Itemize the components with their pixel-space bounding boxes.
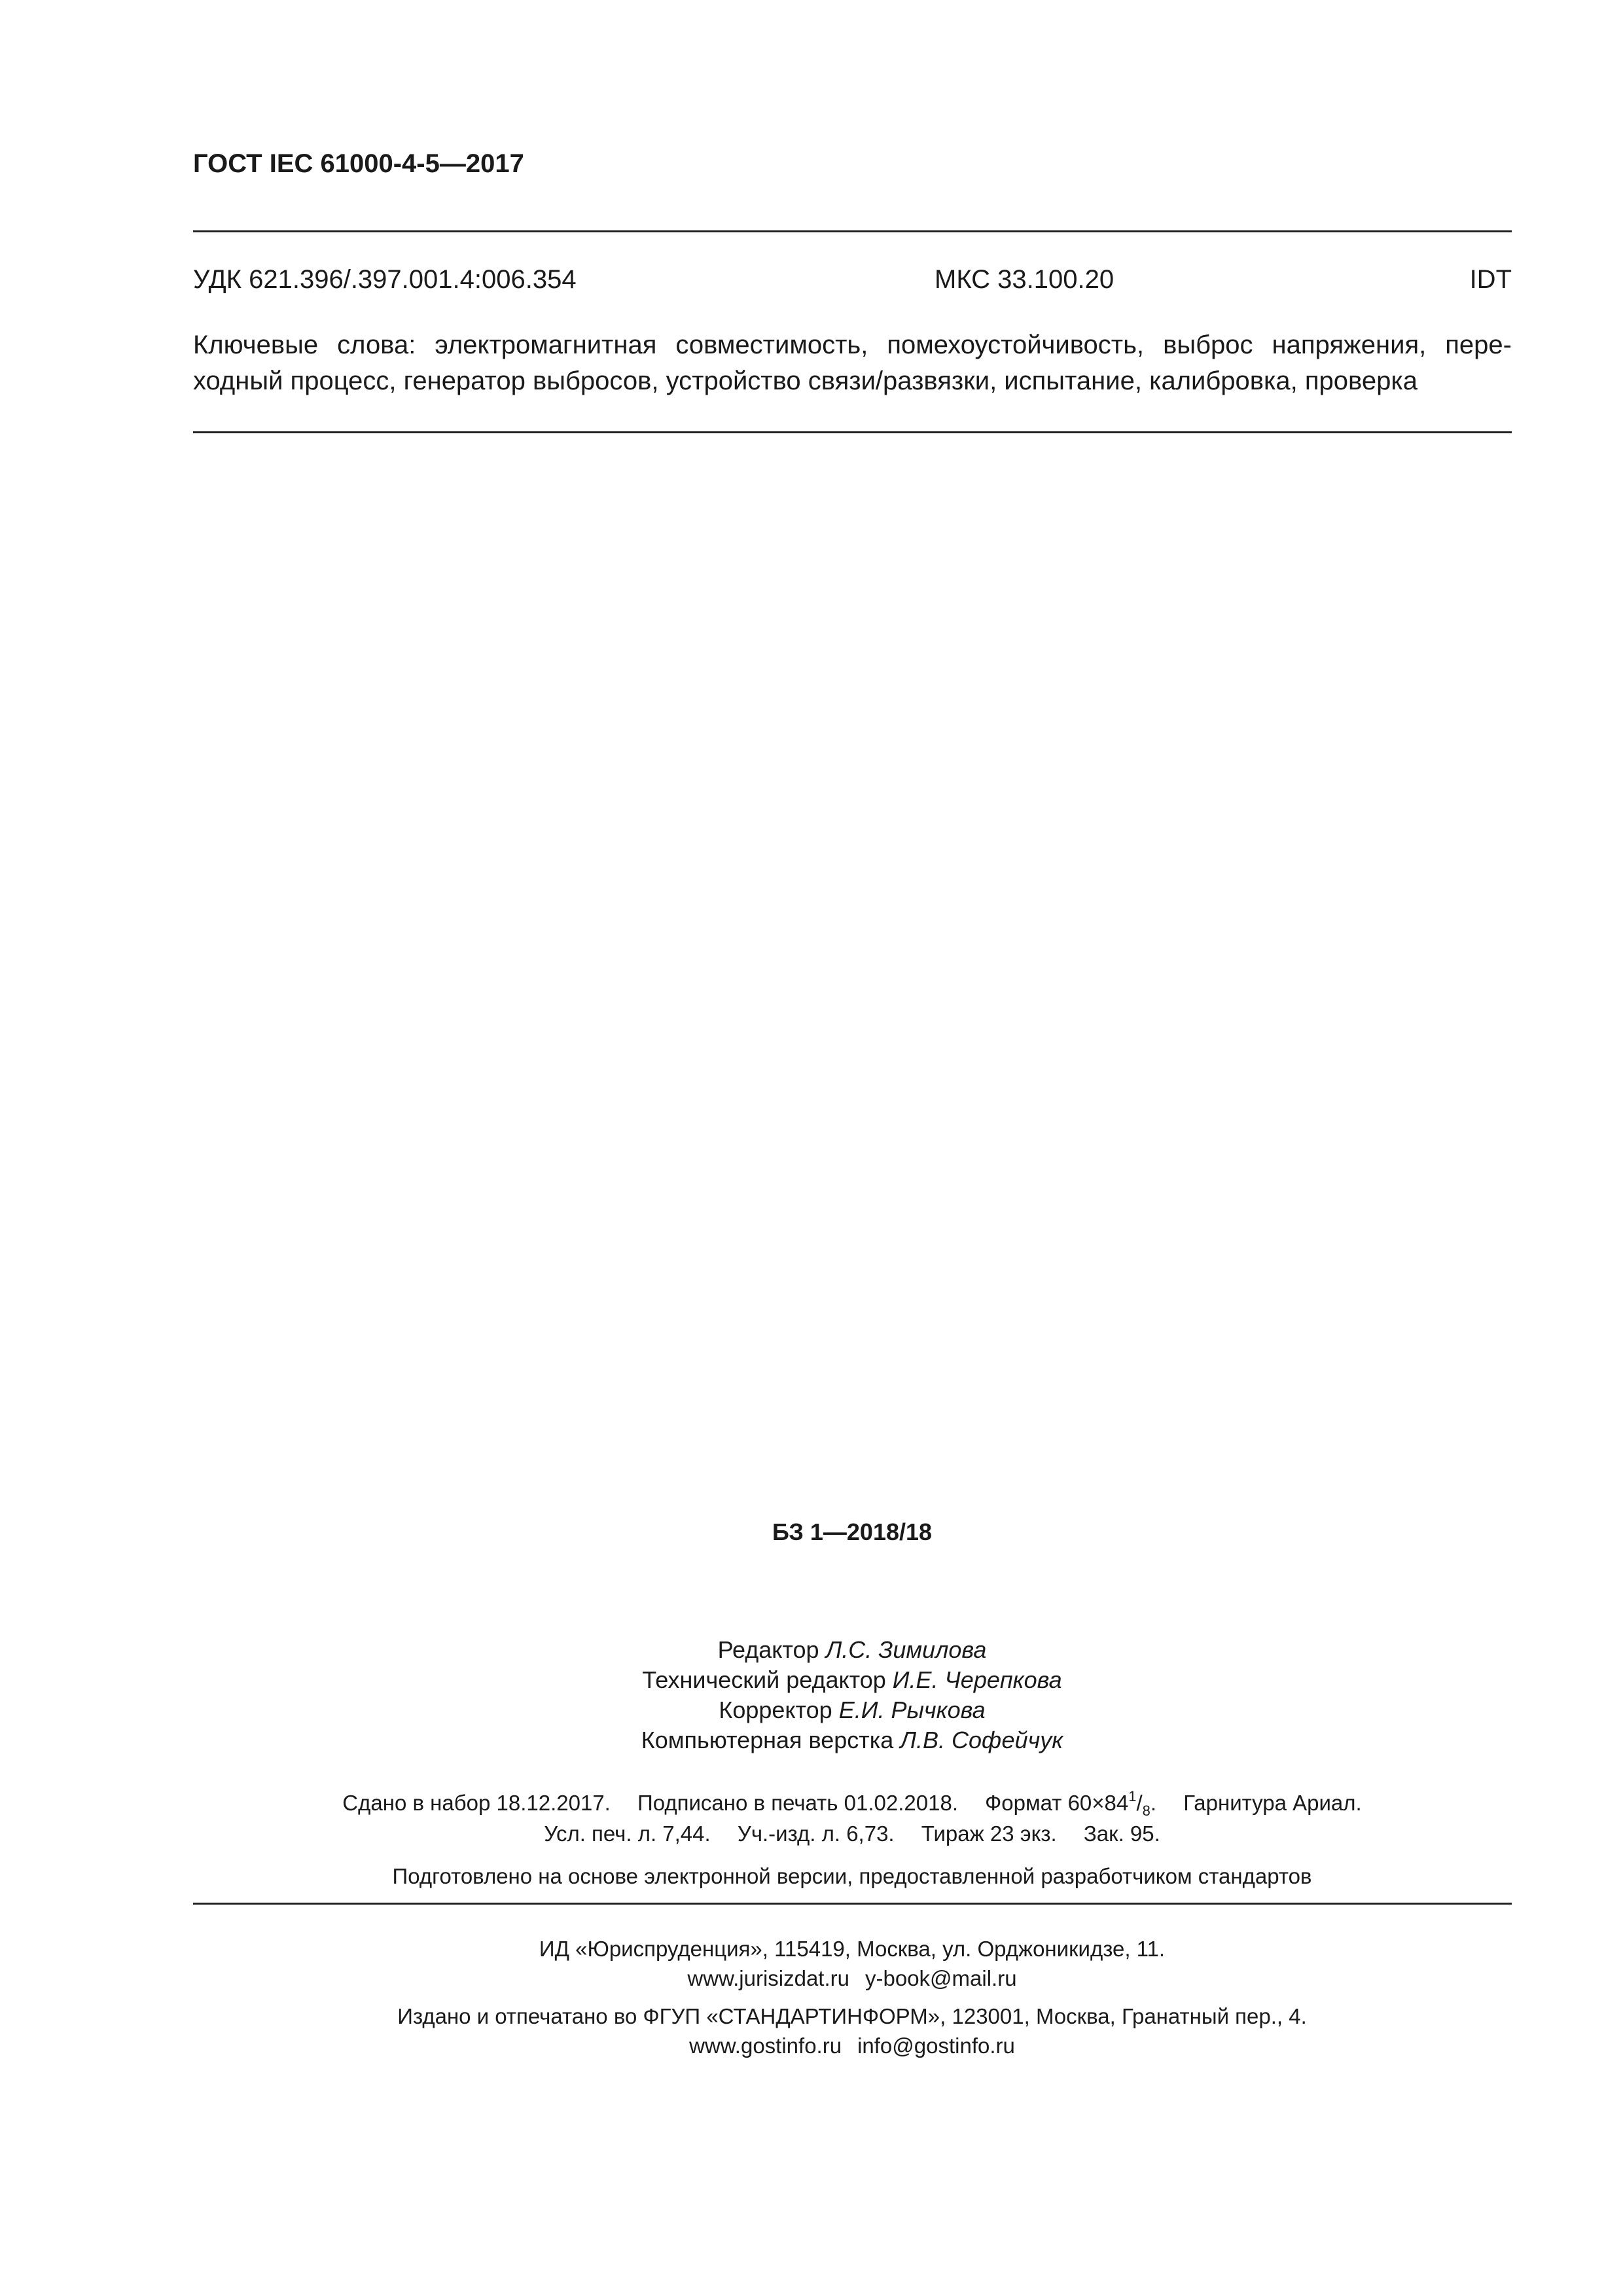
credits-block bbox=[0, 1635, 1623, 1755]
classification-row bbox=[193, 265, 1512, 298]
print-sheets: Усл. печ. л. 7,44. bbox=[544, 1821, 711, 1846]
print-info-line-1 bbox=[0, 1788, 1623, 1819]
credit-editor bbox=[0, 1635, 1623, 1665]
keywords-text: Ключевые слова: электромагнитная совместимость, помехоустойчивость, выброс напряжения, пере-ходный процесс, генератор выбросов, устройство связи/развязки, испытание, калибровка, проверка bbox=[193, 331, 1512, 395]
format-end: . bbox=[1150, 1791, 1157, 1815]
top-divider bbox=[193, 230, 1512, 232]
mks-code: МКС 33.100.20 bbox=[935, 265, 1115, 294]
credit-tech-editor bbox=[0, 1665, 1623, 1695]
credit-role: Корректор bbox=[719, 1696, 832, 1723]
format-numerator: 1 bbox=[1128, 1788, 1137, 1804]
format-slash: / bbox=[1136, 1791, 1143, 1815]
credit-proofreader bbox=[0, 1695, 1623, 1725]
credit-role: Редактор bbox=[717, 1636, 819, 1663]
credit-name: И.Е. Черепкова bbox=[892, 1666, 1062, 1693]
print-order: Зак. 95. bbox=[1083, 1821, 1160, 1846]
format-denominator: 8 bbox=[1142, 1803, 1150, 1819]
print-sent: Сдано в набор 18.12.2017. bbox=[342, 1791, 611, 1815]
printer-block bbox=[0, 2001, 1623, 2060]
keywords-divider bbox=[193, 431, 1512, 433]
publisher-site[interactable]: www.jurisizdat.ru bbox=[687, 1966, 849, 1990]
credit-name: Е.И. Рычкова bbox=[838, 1696, 986, 1723]
printer-email[interactable]: info@gostinfo.ru bbox=[857, 2034, 1015, 2058]
print-circulation: Тираж 23 экз. bbox=[921, 1821, 1057, 1846]
printer-contacts bbox=[0, 2031, 1623, 2060]
printer-site[interactable]: www.gostinfo.ru bbox=[689, 2034, 842, 2058]
credit-name: Л.С. Зимилова bbox=[825, 1636, 987, 1663]
publisher-contacts bbox=[0, 1964, 1623, 1993]
printer-address: Издано и отпечатано во ФГУП «СТАНДАРТИНФОРМ», 123001, Москва, Гранатный пер., 4. bbox=[397, 2004, 1307, 2028]
correspondence-degree: IDT bbox=[1469, 265, 1512, 294]
publisher-email[interactable]: y-book@mail.ru bbox=[865, 1966, 1017, 1990]
format-prefix: Формат 60×84 bbox=[985, 1791, 1129, 1815]
keywords-block bbox=[193, 327, 1512, 399]
print-font: Гарнитура Ариал. bbox=[1183, 1791, 1362, 1815]
credit-name: Л.В. Софейчук bbox=[900, 1727, 1063, 1753]
print-info-line-2 bbox=[0, 1821, 1623, 1846]
print-pub-sheets: Уч.-изд. л. 6,73. bbox=[737, 1821, 895, 1846]
publisher-block bbox=[0, 1934, 1623, 1993]
print-signed: Подписано в печать 01.02.2018. bbox=[637, 1791, 958, 1815]
bz-number: БЗ 1—2018/18 bbox=[772, 1518, 933, 1545]
publisher-address: ИД «Юриспруденция», 115419, Москва, ул. Орджоникидзе, 11. bbox=[539, 1937, 1166, 1961]
print-format bbox=[985, 1788, 1157, 1819]
bottom-divider bbox=[193, 1903, 1512, 1905]
udk-code: УДК 621.396/.397.001.4:006.354 bbox=[193, 265, 577, 294]
prepared-note: Подготовлено на основе электронной версии, предоставленной разработчиком стандартов bbox=[392, 1864, 1312, 1888]
document-code: ГОСТ IEC 61000-4-5—2017 bbox=[193, 149, 524, 178]
credit-role: Компьютерная верстка bbox=[641, 1727, 894, 1753]
credit-role: Технический редактор bbox=[642, 1666, 886, 1693]
credit-layout bbox=[0, 1725, 1623, 1755]
